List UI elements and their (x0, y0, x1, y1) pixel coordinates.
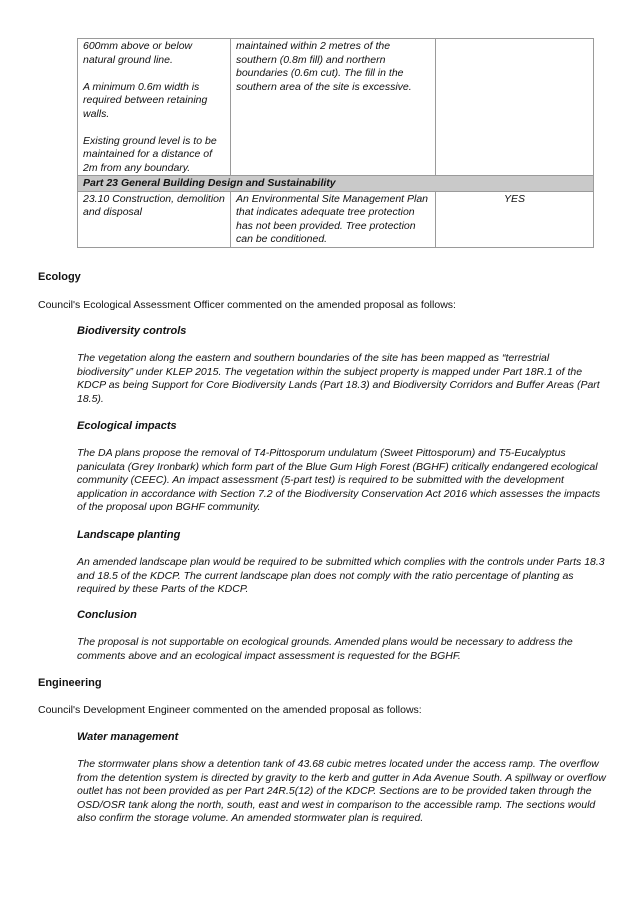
table-cell-compliance (436, 191, 594, 247)
compliance-value: YES (503, 192, 525, 205)
table-part-heading: Part 23 General Building Design and Sustainability (78, 176, 594, 192)
table-cell-control: 23.10 Construction, demolition and disposal (78, 191, 231, 247)
table-cell-control (78, 39, 231, 176)
section-text: The proposal is not supportable on ecological grounds. Amended plans would be necessary to address the comments above and an ecological impact assessment is requested for the BGHF. (77, 636, 573, 662)
table-section-row (78, 176, 594, 192)
table-cell-compliance (436, 39, 594, 176)
ecology-heading: Ecology (38, 271, 81, 283)
engineering-intro: Council's Development Engineer commented on the amended proposal as follows: (38, 704, 422, 716)
ecology-intro: Council's Ecological Assessment Officer commented on the amended proposal as follows: (38, 299, 456, 311)
section-title: Ecological impacts (77, 420, 177, 432)
section-text: The vegetation along the eastern and southern boundaries of the site has been mapped as “terrestrial biodiversity” under KLEP 2015. The vegetation within the subject property is mapped under Part 18R.1 of the KDCP as being Support for Core Biodiversity Lands (Part 18.3) and Biodiversity Corridors and Buffer Areas (Part 18.5). (77, 352, 600, 405)
table-cell-assessment: maintained within 2 metres of the southern (0.8m fill) and northern boundaries (0.6m cut). The fill in the southern area of the site is excessive. (231, 39, 436, 176)
section-title: Biodiversity controls (77, 325, 187, 337)
engineering-heading: Engineering (38, 677, 102, 689)
compliance-table (77, 38, 594, 248)
section-text: An amended landscape plan would be required to be submitted which complies with the controls under Parts 18.3 and 18.5 of the KDCP. The current landscape plan does not comply with the ratio percentage of planting as required by these Parts of the KDCP. (77, 556, 605, 595)
section-text: The stormwater plans show a detention tank of 43.68 cubic metres located under the access ramp. The overflow from the detention system is directed by gravity to the kerb and gutter in Ada Avenue South. A spillway or overflow outlet has not been provided as per Part 24R.5(12) of the KDCP. Sections are to be provided taken through the OSD/OSR tank along the north, south, east and west in comparison to the accessible ramp. The sections would also confirm the storage volume. An amended stormwater plan is required. (77, 758, 606, 824)
table-cell-assessment: An Environmental Site Management Plan that indicates adequate tree protection has not been provided. Tree protection can be conditioned. (231, 191, 436, 247)
section-title: Water management (77, 731, 179, 743)
cell-paragraph: Existing ground level is to be maintained for a distance of 2m from any boundary. (83, 134, 217, 174)
cell-paragraph: 600mm above or below natural ground line. (83, 40, 193, 66)
section-text: The DA plans propose the removal of T4-Pittosporum undulatum (Sweet Pittosporum) and T5-Eucalyptus paniculata (Grey Ironbark) which form part of the Blue Gum High Forest (BGHF) critically endangered ecological community (CEEC). An impact assessment (5-part test) is required to be submitted with the development application in accordance with Section 7.2 of the Biodiversity Conservation Act 2016 which assesses the impacts of the proposal upon BGHF community. (77, 447, 601, 513)
table-row (78, 191, 594, 247)
cell-paragraph: A minimum 0.6m width is required between retaining walls. (83, 80, 208, 120)
section-title: Conclusion (77, 609, 137, 621)
section-title: Landscape planting (77, 529, 181, 541)
table-row (78, 39, 594, 176)
